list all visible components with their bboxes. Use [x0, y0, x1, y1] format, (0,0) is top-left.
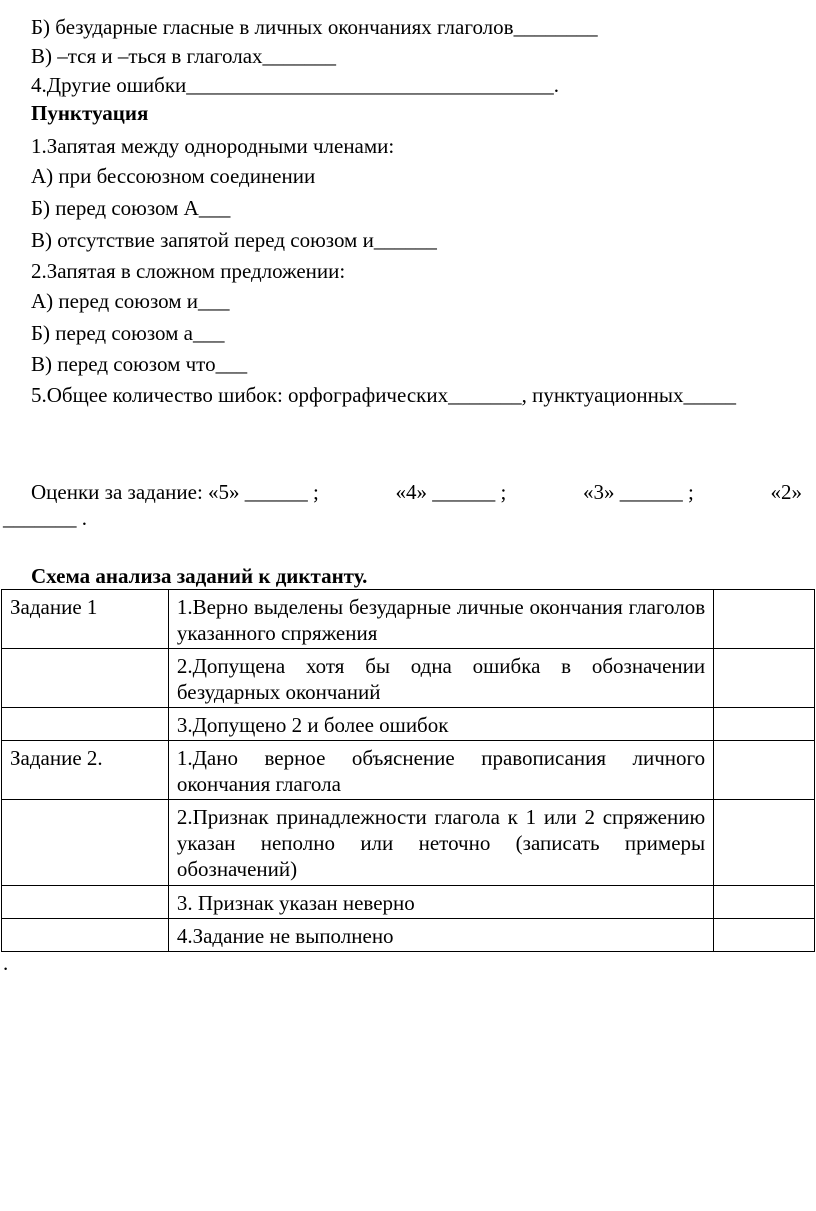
task-cell: [2, 708, 169, 741]
scheme-title: Схема анализа заданий к диктанту.: [31, 564, 368, 588]
grades-continuation: _______ .: [3, 506, 87, 530]
task-cell: [2, 649, 169, 708]
criterion-cell: 1.Верно выделены безударные личные окончания глаголов указанного спряжения: [168, 590, 713, 649]
trailing-dot: .: [3, 951, 9, 975]
analysis-table: [1, 589, 815, 952]
criterion-cell: 1.Дано верное объяснение правописания личного окончания глагола: [168, 741, 713, 800]
task-cell: [2, 919, 169, 952]
criterion-cell: 3. Признак указан неверно: [168, 886, 713, 919]
table-row: [2, 741, 815, 800]
task-cell: [2, 800, 169, 886]
punctuation-item: В) перед союзом что___: [31, 352, 248, 376]
punctuation-item: 1.Запятая между однородными членами:: [31, 134, 395, 158]
criterion-cell: 2.Признак принадлежности глагола к 1 или 2 спряжению указан неполно или неточно (записать примеры обозначений): [168, 800, 713, 886]
table-row: [2, 886, 815, 919]
criterion-cell: 4.Задание не выполнено: [168, 919, 713, 952]
mark-cell: [714, 800, 815, 886]
task-cell: Задание 2.: [2, 741, 169, 800]
spelling-item-v: В) –тся и –ться в глаголах_______: [31, 44, 337, 68]
table-row: [2, 649, 815, 708]
table-row: [2, 919, 815, 952]
mark-cell: [714, 919, 815, 952]
punctuation-item: А) при бессоюзном соединении: [31, 164, 316, 188]
spelling-item-b: Б) безударные гласные в личных окончаниях глаголов________: [31, 15, 598, 39]
grade-3: «3» ______ ;: [582, 480, 694, 504]
task-cell: [2, 886, 169, 919]
table-row: [2, 708, 815, 741]
other-errors-line: 4.Другие ошибки___________________________________.: [31, 73, 560, 97]
mark-cell: [714, 708, 815, 741]
criterion-cell: 3.Допущено 2 и более ошибок: [168, 708, 713, 741]
mark-cell: [714, 886, 815, 919]
punctuation-heading: Пунктуация: [31, 101, 149, 125]
task-cell: Задание 1: [2, 590, 169, 649]
mark-cell: [714, 649, 815, 708]
mark-cell: [714, 741, 815, 800]
mark-cell: [714, 590, 815, 649]
criterion-cell: 2.Допущена хотя бы одна ошибка в обозначении безударных окончаний: [168, 649, 713, 708]
table-row: [2, 590, 815, 649]
grade-5: Оценки за задание: «5» ______ ;: [31, 480, 319, 504]
grade-2: «2»: [770, 480, 802, 504]
punctuation-item: В) отсутствие запятой перед союзом и______: [31, 228, 437, 252]
punctuation-item: 2.Запятая в сложном предложении:: [31, 259, 346, 283]
table-row: [2, 800, 815, 886]
grade-4: «4» ______ ;: [395, 480, 507, 504]
punctuation-item: Б) перед союзом а___: [31, 321, 225, 345]
punctuation-item: Б) перед союзом А___: [31, 196, 231, 220]
punctuation-item: А) перед союзом и___: [31, 289, 230, 313]
grades-line: [31, 479, 802, 505]
total-errors-line: 5.Общее количество шибок: орфографических_______, пунктуационных_____: [31, 383, 737, 407]
